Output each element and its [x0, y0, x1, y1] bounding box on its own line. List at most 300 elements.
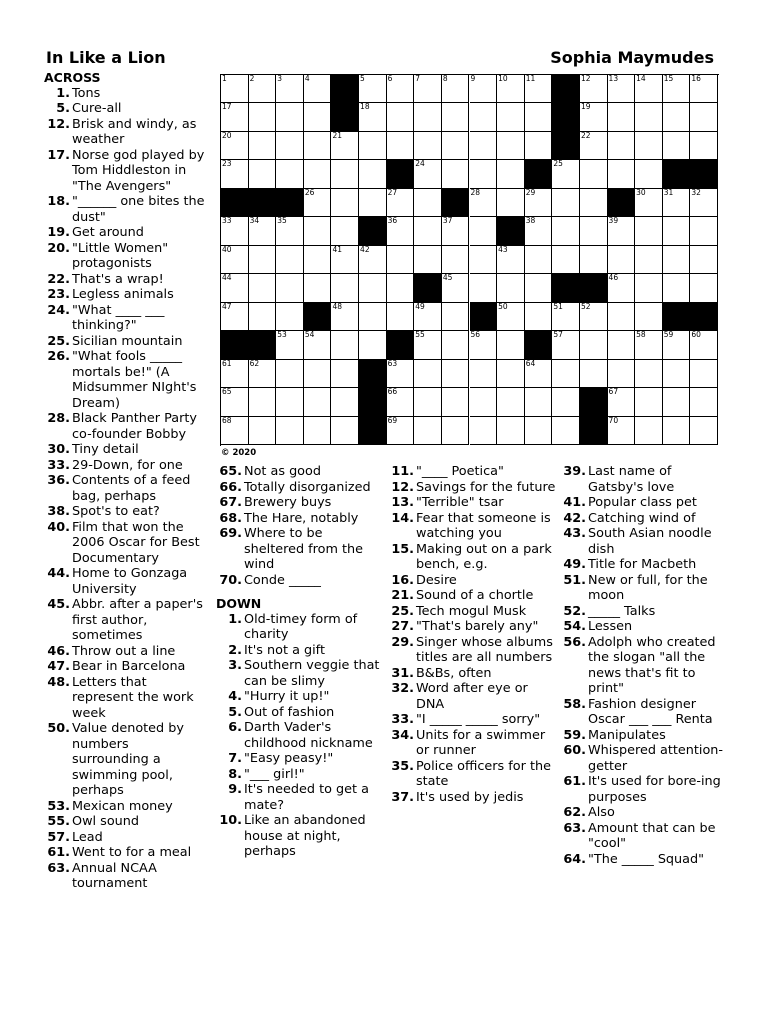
grid-cell[interactable] [442, 75, 470, 103]
grid-cell[interactable] [442, 217, 470, 245]
grid-cell[interactable] [497, 160, 525, 188]
cell-number: 60 [691, 330, 701, 340]
grid-cell[interactable] [552, 303, 580, 331]
grid-cell[interactable] [470, 274, 498, 302]
grid-cell[interactable] [414, 246, 442, 274]
grid-cell[interactable] [249, 75, 277, 103]
clue-item[interactable] [44, 148, 208, 195]
grid-cell[interactable] [690, 331, 718, 359]
clue-item[interactable] [560, 805, 728, 821]
clue-item[interactable] [560, 495, 728, 511]
cell-number: 26 [304, 187, 315, 197]
clue-item[interactable] [560, 635, 728, 697]
clue-item[interactable] [216, 782, 382, 813]
grid-cell[interactable] [249, 246, 277, 274]
grid-cell[interactable] [221, 388, 249, 416]
grid-cell[interactable] [414, 189, 442, 217]
grid-cell[interactable] [221, 132, 249, 160]
clue-item[interactable] [44, 334, 208, 350]
grid-cell[interactable] [276, 360, 304, 388]
grid-cell[interactable] [442, 274, 470, 302]
grid-cell[interactable] [635, 160, 663, 188]
grid-cell[interactable] [470, 360, 498, 388]
grid-cell[interactable] [635, 303, 663, 331]
grid-cell[interactable] [387, 103, 415, 131]
clue-item[interactable] [44, 721, 208, 799]
grid-cell[interactable] [580, 303, 608, 331]
clue-item[interactable] [216, 689, 382, 705]
clue-item[interactable] [44, 520, 208, 567]
clue-item[interactable] [388, 495, 556, 511]
grid-cell[interactable] [470, 103, 498, 131]
grid-cell[interactable] [525, 274, 553, 302]
clue-item[interactable] [560, 557, 728, 573]
grid-cell[interactable] [552, 331, 580, 359]
grid-cell[interactable] [221, 75, 249, 103]
grid-cell[interactable] [442, 360, 470, 388]
grid-cell[interactable] [663, 246, 691, 274]
clue-item[interactable] [44, 458, 208, 474]
clue-item[interactable] [560, 852, 728, 868]
grid-cell[interactable] [690, 274, 718, 302]
grid-cell[interactable] [276, 303, 304, 331]
cell-number: 47 [222, 301, 232, 311]
grid-cell[interactable] [359, 189, 387, 217]
grid-cell[interactable] [442, 103, 470, 131]
grid-cell[interactable] [580, 331, 608, 359]
grid-cell[interactable] [414, 303, 442, 331]
grid-cell[interactable] [276, 388, 304, 416]
grid-cell[interactable] [635, 246, 663, 274]
grid-cell[interactable] [690, 246, 718, 274]
clue-item[interactable] [216, 658, 382, 689]
grid-cell[interactable] [608, 360, 636, 388]
grid-cell[interactable] [221, 303, 249, 331]
grid-cell[interactable] [276, 132, 304, 160]
clue-item[interactable] [560, 743, 728, 774]
grid-cell[interactable] [690, 75, 718, 103]
grid-cell[interactable] [414, 388, 442, 416]
clue-item[interactable] [388, 728, 556, 759]
clue-item[interactable] [388, 759, 556, 790]
grid-cell[interactable] [635, 274, 663, 302]
grid-cell[interactable] [608, 103, 636, 131]
grid-cell[interactable] [276, 417, 304, 445]
grid-cell[interactable] [331, 417, 359, 445]
grid-cell[interactable] [497, 274, 525, 302]
grid-cell[interactable] [663, 360, 691, 388]
clue-text: Not as good [244, 464, 321, 479]
grid-cell[interactable] [663, 132, 691, 160]
grid-block [359, 417, 387, 445]
clue-item[interactable] [216, 643, 382, 659]
grid-cell[interactable] [663, 331, 691, 359]
grid-cell[interactable] [249, 360, 277, 388]
grid-cell[interactable] [359, 75, 387, 103]
grid-cell[interactable] [470, 246, 498, 274]
grid-cell[interactable] [331, 132, 359, 160]
grid-cell[interactable] [387, 75, 415, 103]
grid-cell[interactable] [359, 331, 387, 359]
clue-item[interactable] [216, 526, 382, 573]
grid-cell[interactable] [221, 217, 249, 245]
cell-number: 53 [277, 330, 287, 340]
grid-cell[interactable] [525, 417, 553, 445]
grid-cell[interactable] [608, 274, 636, 302]
grid-cell[interactable] [635, 331, 663, 359]
grid-cell[interactable] [442, 388, 470, 416]
clue-number: 61. [563, 774, 586, 789]
grid-cell[interactable] [497, 417, 525, 445]
grid-cell[interactable] [304, 217, 332, 245]
grid-cell[interactable] [359, 132, 387, 160]
grid-cell[interactable] [552, 160, 580, 188]
clue-item[interactable] [44, 101, 208, 117]
grid-cell[interactable] [635, 103, 663, 131]
clue-item[interactable] [44, 799, 208, 815]
grid-cell[interactable] [608, 303, 636, 331]
grid-cell[interactable] [552, 189, 580, 217]
grid-cell[interactable] [525, 132, 553, 160]
grid-cell[interactable] [552, 417, 580, 445]
grid-cell[interactable] [442, 417, 470, 445]
cell-number: 17 [222, 102, 232, 112]
clue-text: "I _____ _____ sorry" [416, 712, 541, 727]
grid-cell[interactable] [470, 217, 498, 245]
grid-cell[interactable] [497, 360, 525, 388]
grid-cell[interactable] [442, 132, 470, 160]
clue-item[interactable] [216, 720, 382, 751]
grid-cell[interactable] [276, 160, 304, 188]
clue-text: Film that won the 2006 Oscar for Best Documentary [72, 519, 200, 566]
grid-cell[interactable] [221, 246, 249, 274]
grid-cell[interactable] [663, 217, 691, 245]
grid-cell[interactable] [580, 160, 608, 188]
clue-item[interactable] [216, 767, 382, 783]
clue-item[interactable] [44, 830, 208, 846]
grid-cell[interactable] [497, 189, 525, 217]
clue-item[interactable] [44, 86, 208, 102]
grid-cell[interactable] [580, 103, 608, 131]
grid-cell[interactable] [331, 274, 359, 302]
grid-cell[interactable] [635, 75, 663, 103]
grid-cell[interactable] [249, 417, 277, 445]
grid-cell[interactable] [414, 417, 442, 445]
grid-cell[interactable] [690, 132, 718, 160]
clue-item[interactable] [216, 813, 382, 860]
grid-cell[interactable] [276, 274, 304, 302]
grid-cell[interactable] [525, 303, 553, 331]
grid-cell[interactable] [304, 132, 332, 160]
clue-number: 61. [47, 845, 70, 860]
grid-cell[interactable] [608, 217, 636, 245]
clue-item[interactable] [44, 442, 208, 458]
clue-number: 26. [47, 349, 70, 364]
clue-item[interactable] [388, 666, 556, 682]
grid-cell[interactable] [580, 246, 608, 274]
clue-item[interactable] [388, 604, 556, 620]
clue-item[interactable] [44, 814, 208, 830]
grid-cell[interactable] [276, 103, 304, 131]
grid-cell[interactable] [442, 331, 470, 359]
clue-item[interactable] [216, 511, 382, 527]
puzzle-title: In Like a Lion [46, 48, 166, 67]
clue-item[interactable] [388, 588, 556, 604]
clue-item[interactable] [388, 790, 556, 806]
grid-cell[interactable] [580, 132, 608, 160]
clue-item[interactable] [216, 573, 382, 589]
clue-item[interactable] [388, 681, 556, 712]
clue-item[interactable] [44, 473, 208, 504]
clue-item[interactable] [44, 644, 208, 660]
grid-cell[interactable] [497, 132, 525, 160]
grid-cell[interactable] [414, 103, 442, 131]
grid-cell[interactable] [276, 75, 304, 103]
clue-item[interactable] [44, 411, 208, 442]
grid-cell[interactable] [414, 132, 442, 160]
grid-cell[interactable] [249, 132, 277, 160]
grid-cell[interactable] [276, 331, 304, 359]
clue-item[interactable] [388, 573, 556, 589]
grid-cell[interactable] [663, 189, 691, 217]
grid-cell[interactable] [387, 388, 415, 416]
clue-item[interactable] [44, 504, 208, 520]
clue-item[interactable] [44, 303, 208, 334]
grid-cell[interactable] [221, 160, 249, 188]
grid-cell[interactable] [249, 388, 277, 416]
grid-cell[interactable] [690, 217, 718, 245]
grid-cell[interactable] [249, 217, 277, 245]
grid-cell[interactable] [497, 388, 525, 416]
grid-cell[interactable] [690, 417, 718, 445]
clue-list [216, 464, 382, 588]
clue-item[interactable] [216, 480, 382, 496]
grid-cell[interactable] [331, 217, 359, 245]
clue-item[interactable] [388, 511, 556, 542]
clue-item[interactable] [44, 675, 208, 722]
grid-cell[interactable] [359, 303, 387, 331]
grid-cell[interactable] [608, 132, 636, 160]
grid-cell[interactable] [221, 417, 249, 445]
clue-item[interactable] [44, 566, 208, 597]
clue-item[interactable] [388, 619, 556, 635]
grid-cell[interactable] [635, 217, 663, 245]
grid-cell[interactable] [690, 189, 718, 217]
grid-cell[interactable] [304, 246, 332, 274]
grid-cell[interactable] [331, 331, 359, 359]
grid-cell[interactable] [525, 246, 553, 274]
clue-item[interactable] [44, 861, 208, 892]
grid-cell[interactable] [525, 103, 553, 131]
grid-cell[interactable] [525, 360, 553, 388]
grid-cell[interactable] [635, 132, 663, 160]
grid-cell[interactable] [663, 103, 691, 131]
grid-cell[interactable] [552, 360, 580, 388]
grid-cell[interactable] [580, 217, 608, 245]
grid-cell[interactable] [635, 360, 663, 388]
clue-text: It's used for bore-ing purposes [588, 774, 721, 805]
grid-cell[interactable] [304, 103, 332, 131]
grid-cell[interactable] [635, 417, 663, 445]
grid-cell[interactable] [470, 417, 498, 445]
grid-cell[interactable] [331, 360, 359, 388]
grid-cell[interactable] [608, 417, 636, 445]
clue-item[interactable] [44, 117, 208, 148]
grid-cell[interactable] [221, 103, 249, 131]
grid-cell[interactable] [387, 189, 415, 217]
grid-cell[interactable] [387, 417, 415, 445]
clue-number: 49. [563, 557, 586, 572]
clue-item[interactable] [560, 573, 728, 604]
clue-item[interactable] [560, 821, 728, 852]
grid-cell[interactable] [663, 274, 691, 302]
clue-item[interactable] [560, 526, 728, 557]
grid-cell[interactable] [304, 160, 332, 188]
grid-cell[interactable] [387, 246, 415, 274]
grid-cell[interactable] [304, 388, 332, 416]
grid-cell[interactable] [552, 246, 580, 274]
grid-cell[interactable] [525, 388, 553, 416]
clue-item[interactable] [44, 272, 208, 288]
grid-cell[interactable] [249, 303, 277, 331]
clue-text: "The _____ Squad" [588, 851, 705, 867]
grid-cell[interactable] [497, 331, 525, 359]
grid-cell[interactable] [470, 160, 498, 188]
grid-cell[interactable] [470, 331, 498, 359]
grid-cell[interactable] [221, 274, 249, 302]
grid-cell[interactable] [221, 360, 249, 388]
grid-cell[interactable] [580, 189, 608, 217]
clue-item[interactable] [388, 464, 556, 480]
clue-item[interactable] [560, 511, 728, 527]
grid-cell[interactable] [525, 217, 553, 245]
grid-cell[interactable] [497, 75, 525, 103]
grid-cell[interactable] [304, 417, 332, 445]
grid-cell[interactable] [249, 160, 277, 188]
clue-item[interactable] [388, 635, 556, 666]
clue-item[interactable] [216, 495, 382, 511]
clue-item[interactable] [44, 225, 208, 241]
clue-item[interactable] [388, 712, 556, 728]
clue-item[interactable] [44, 349, 208, 411]
grid-cell[interactable] [359, 274, 387, 302]
cell-number: 14 [636, 74, 646, 83]
grid-cell[interactable] [608, 246, 636, 274]
grid-cell[interactable] [304, 331, 332, 359]
grid-cell[interactable] [414, 160, 442, 188]
grid-cell[interactable] [331, 246, 359, 274]
grid-cell[interactable] [497, 303, 525, 331]
grid-cell[interactable] [304, 75, 332, 103]
clue-item[interactable] [44, 845, 208, 861]
grid-cell[interactable] [249, 274, 277, 302]
clue-item[interactable] [44, 597, 208, 644]
grid-cell[interactable] [525, 75, 553, 103]
grid-cell[interactable] [635, 189, 663, 217]
clue-item[interactable] [44, 194, 208, 225]
grid-cell[interactable] [387, 217, 415, 245]
grid-cell[interactable] [552, 388, 580, 416]
clue-item[interactable] [560, 464, 728, 495]
grid-cell[interactable] [359, 246, 387, 274]
grid-cell[interactable] [387, 303, 415, 331]
grid-cell[interactable] [304, 274, 332, 302]
grid-cell[interactable] [387, 360, 415, 388]
grid-cell[interactable] [608, 388, 636, 416]
grid-cell[interactable] [442, 246, 470, 274]
grid-cell[interactable] [331, 160, 359, 188]
clue-item[interactable] [44, 287, 208, 303]
clue-item[interactable] [216, 464, 382, 480]
grid-cell[interactable] [331, 388, 359, 416]
grid-cell[interactable] [331, 189, 359, 217]
grid-cell[interactable] [690, 103, 718, 131]
grid-cell[interactable] [276, 246, 304, 274]
clue-item[interactable] [560, 774, 728, 805]
grid-cell[interactable] [359, 160, 387, 188]
grid-cell[interactable] [608, 331, 636, 359]
clue-item[interactable] [560, 728, 728, 744]
grid-cell[interactable] [608, 75, 636, 103]
cell-number: 46 [608, 273, 619, 283]
grid-cell[interactable] [387, 132, 415, 160]
grid-cell[interactable] [608, 160, 636, 188]
grid-cell[interactable] [552, 217, 580, 245]
grid-cell[interactable] [249, 103, 277, 131]
grid-cell[interactable] [470, 75, 498, 103]
clue-item[interactable] [560, 619, 728, 635]
clue-item[interactable] [216, 705, 382, 721]
clue-text: Throw out a line [72, 643, 176, 659]
grid-cell[interactable] [580, 360, 608, 388]
grid-cell[interactable] [359, 103, 387, 131]
grid-cell[interactable] [497, 246, 525, 274]
clue-item[interactable] [216, 751, 382, 767]
grid-cell[interactable] [331, 303, 359, 331]
grid-cell[interactable] [414, 331, 442, 359]
grid-cell[interactable] [276, 217, 304, 245]
grid-cell[interactable] [414, 75, 442, 103]
grid-cell[interactable] [414, 360, 442, 388]
grid-cell[interactable] [442, 160, 470, 188]
cell-number: 51 [553, 301, 563, 311]
grid-cell[interactable] [663, 388, 691, 416]
grid-cell[interactable] [470, 388, 498, 416]
grid-cell[interactable] [635, 388, 663, 416]
clue-item[interactable] [216, 612, 382, 643]
grid-cell[interactable] [470, 189, 498, 217]
grid-cell[interactable] [304, 189, 332, 217]
clue-item[interactable] [388, 480, 556, 496]
clue-item[interactable] [44, 241, 208, 272]
grid-cell[interactable] [663, 417, 691, 445]
grid-cell[interactable] [580, 75, 608, 103]
grid-cell[interactable] [414, 217, 442, 245]
grid-cell[interactable] [663, 75, 691, 103]
grid-cell[interactable] [442, 303, 470, 331]
grid-cell[interactable] [304, 360, 332, 388]
clue-item[interactable] [388, 542, 556, 573]
clue-item[interactable] [560, 697, 728, 728]
grid-cell[interactable] [387, 274, 415, 302]
clue-item[interactable] [44, 659, 208, 675]
grid-cell[interactable] [690, 360, 718, 388]
clue-item[interactable] [560, 604, 728, 620]
grid-cell[interactable] [525, 189, 553, 217]
grid-cell[interactable] [497, 103, 525, 131]
grid-cell[interactable] [470, 132, 498, 160]
grid-cell[interactable] [690, 388, 718, 416]
